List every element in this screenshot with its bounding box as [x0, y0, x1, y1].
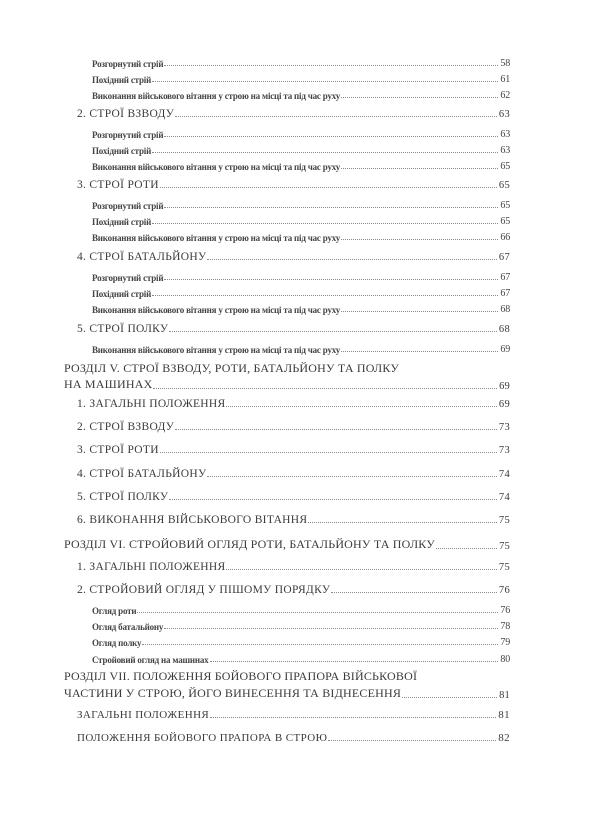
toc-section[interactable]: [77, 251, 510, 263]
toc-entry[interactable]: [92, 74, 510, 85]
dot-leader: [226, 405, 496, 407]
page-number: 68: [500, 304, 510, 315]
dot-leader: [341, 310, 498, 312]
page-number: 69: [500, 344, 510, 355]
page-number: 65: [500, 200, 510, 211]
dot-leader: [160, 186, 497, 188]
page-number: 69: [498, 399, 510, 410]
dot-leader: [341, 350, 498, 352]
entry-title: 6. ВИКОНАННЯ ВІЙСЬКОВОГО ВІТАННЯ: [77, 514, 308, 526]
page-number: 69: [499, 381, 510, 392]
page-number: 81: [499, 690, 510, 701]
dot-leader: [210, 716, 496, 718]
toc-chapter[interactable]: [64, 686, 510, 701]
dot-leader: [160, 451, 497, 453]
page-number: 65: [500, 216, 510, 227]
entry-title: РОЗДІЛ VI. СТРОЙОВИЙ ОГЛЯД РОТИ, БАТАЛЬЙОНУ ТА ПОЛКУ: [64, 537, 435, 551]
entry-title: ПОЛОЖЕННЯ БОЙОВОГО ПРАПОРА В СТРОЮ: [77, 732, 328, 744]
dot-leader: [226, 568, 496, 570]
toc-section[interactable]: [77, 491, 510, 503]
entry-title: 1. ЗАГАЛЬНІ ПОЛОЖЕННЯ: [77, 398, 226, 410]
entry-title: Виконання військового вітання у строю на місці та під час руху: [92, 162, 341, 172]
entry-title: Розгорнутий стрій: [92, 201, 164, 211]
toc-section[interactable]: [77, 709, 510, 721]
toc-entry[interactable]: [92, 145, 510, 156]
entry-title: Огляд батальйону: [92, 622, 164, 632]
entry-title: Виконання військового вітання у строю на місці та під час руху: [92, 305, 341, 315]
entry-title: НА МАШИНАХ: [64, 377, 153, 391]
dot-leader: [164, 206, 498, 208]
page-number: 63: [498, 109, 510, 120]
page-number: 76: [498, 585, 510, 596]
page-number: 75: [498, 515, 510, 526]
toc-section[interactable]: [77, 584, 510, 596]
dot-leader: [210, 660, 499, 662]
dot-leader: [341, 167, 498, 169]
toc-section[interactable]: [77, 179, 510, 191]
toc-entry[interactable]: [92, 344, 510, 355]
entry-title: Розгорнутий стрій: [92, 130, 164, 140]
page-number: 66: [500, 232, 510, 243]
entry-title: Похідний стрій: [92, 146, 152, 156]
toc-section[interactable]: [77, 398, 510, 410]
page-number: 67: [500, 288, 510, 299]
entry-title: 5. СТРОЇ ПОЛКУ: [77, 491, 169, 503]
page-number: 65: [498, 180, 510, 191]
dot-leader: [308, 521, 497, 523]
dot-leader: [175, 428, 497, 430]
page-number: 74: [498, 492, 510, 503]
page-number: 73: [498, 422, 510, 433]
page-number: 76: [500, 605, 510, 616]
toc-entry[interactable]: [92, 90, 510, 101]
page-number: 79: [500, 637, 510, 648]
dot-leader: [164, 64, 498, 66]
page-number: 61: [500, 74, 510, 85]
dot-leader: [328, 739, 496, 741]
toc-section[interactable]: [77, 108, 510, 120]
chapter-title-line[interactable]: РОЗДІЛ VII. ПОЛОЖЕННЯ БОЙОВОГО ПРАПОРА ВІЙСЬКОВОЇ: [64, 669, 418, 683]
entry-title: 4. СТРОЇ БАТАЛЬЙОНУ: [77, 251, 207, 263]
toc-section[interactable]: [77, 323, 510, 335]
entry-title: Виконання військового вітання у строю на місці та під час руху: [92, 233, 341, 243]
page-number: 58: [500, 58, 510, 69]
dot-leader: [169, 330, 497, 332]
entry-title: Розгорнутий стрій: [92, 59, 164, 69]
page-number: 75: [499, 541, 510, 552]
toc-entry[interactable]: [92, 200, 510, 211]
toc-entry[interactable]: [92, 129, 510, 140]
entry-title: 2. СТРОЇ ВЗВОДУ: [77, 421, 175, 433]
entry-title: Стройовий огляд на машинах: [92, 655, 209, 665]
page-number: 82: [498, 732, 510, 744]
entry-title: ЗАГАЛЬНІ ПОЛОЖЕННЯ: [77, 709, 210, 721]
toc-entry[interactable]: [92, 621, 510, 632]
toc-section[interactable]: [77, 561, 510, 573]
toc-entry[interactable]: [92, 637, 510, 648]
toc-entry[interactable]: [92, 304, 510, 315]
page-number: 63: [500, 145, 510, 156]
dot-leader: [341, 238, 498, 240]
dot-leader: [152, 294, 498, 296]
page-number: 80: [500, 654, 510, 665]
entry-title: Огляд полку: [92, 638, 142, 648]
entry-title: Похідний стрій: [92, 75, 152, 85]
entry-title: Похідний стрій: [92, 217, 152, 227]
toc-section[interactable]: [77, 421, 510, 433]
dot-leader: [341, 96, 498, 98]
chapter-title-line[interactable]: РОЗДІЛ V. СТРОЇ ВЗВОДУ, РОТИ, БАТАЛЬЙОНУ ТА ПОЛКУ: [64, 361, 400, 375]
entry-title: 5. СТРОЇ ПОЛКУ: [77, 323, 169, 335]
page-number: 65: [500, 161, 510, 172]
entry-title: Огляд роти: [92, 606, 137, 616]
dot-leader: [164, 278, 498, 280]
toc-chapter[interactable]: [64, 537, 510, 552]
dot-leader: [164, 135, 498, 137]
toc-entry[interactable]: [92, 605, 510, 616]
page-number: 62: [500, 90, 510, 101]
dot-leader: [436, 547, 497, 549]
toc-entry[interactable]: [92, 654, 510, 665]
toc-entry[interactable]: [92, 216, 510, 227]
entry-title: 1. ЗАГАЛЬНІ ПОЛОЖЕННЯ: [77, 561, 226, 573]
page-number: 68: [498, 324, 510, 335]
dot-leader: [207, 258, 496, 260]
page-number: 75: [498, 562, 510, 573]
page-number: 67: [498, 252, 510, 263]
entry-title: 4. СТРОЇ БАТАЛЬЙОНУ: [77, 468, 207, 480]
dot-leader: [331, 591, 497, 593]
dot-leader: [207, 475, 496, 477]
dot-leader: [153, 387, 497, 389]
toc-entry[interactable]: [92, 288, 510, 299]
entry-title: Розгорнутий стрій: [92, 273, 164, 283]
toc-entry[interactable]: [92, 272, 510, 283]
dot-leader: [169, 498, 497, 500]
entry-title: 3. СТРОЇ РОТИ: [77, 179, 159, 191]
dot-leader: [137, 611, 498, 613]
dot-leader: [164, 627, 498, 629]
page-number: 74: [498, 469, 510, 480]
page-number: 63: [500, 129, 510, 140]
entry-title: Похідний стрій: [92, 289, 152, 299]
page-number: 78: [500, 621, 510, 632]
entry-title: ЧАСТИНИ У СТРОЮ, ЙОГО ВИНЕСЕННЯ ТА ВІДНЕСЕННЯ: [64, 686, 402, 700]
dot-leader: [152, 222, 498, 224]
entry-title: Виконання військового вітання у строю на місці та під час руху: [92, 345, 341, 355]
toc-section[interactable]: [77, 468, 510, 480]
dot-leader: [152, 151, 498, 153]
toc-entry[interactable]: [92, 58, 510, 69]
dot-leader: [402, 696, 497, 698]
toc-chapter[interactable]: [64, 377, 510, 392]
dot-leader: [152, 80, 498, 82]
entry-title: 2. СТРОЇ ВЗВОДУ: [77, 108, 175, 120]
entry-title: Виконання військового вітання у строю на місці та під час руху: [92, 91, 341, 101]
dot-leader: [142, 643, 498, 645]
page-number: 67: [500, 272, 510, 283]
entry-title: 3. СТРОЇ РОТИ: [77, 444, 159, 456]
page-number: 73: [498, 445, 510, 456]
toc-section[interactable]: [77, 732, 510, 744]
toc-entry[interactable]: [92, 232, 510, 243]
page-number: 81: [498, 709, 510, 721]
toc-section[interactable]: [77, 444, 510, 456]
dot-leader: [175, 115, 497, 117]
entry-title: 2. СТРОЙОВИЙ ОГЛЯД У ПІШОМУ ПОРЯДКУ: [77, 584, 331, 596]
toc-entry[interactable]: [92, 161, 510, 172]
toc-section[interactable]: [77, 514, 510, 526]
